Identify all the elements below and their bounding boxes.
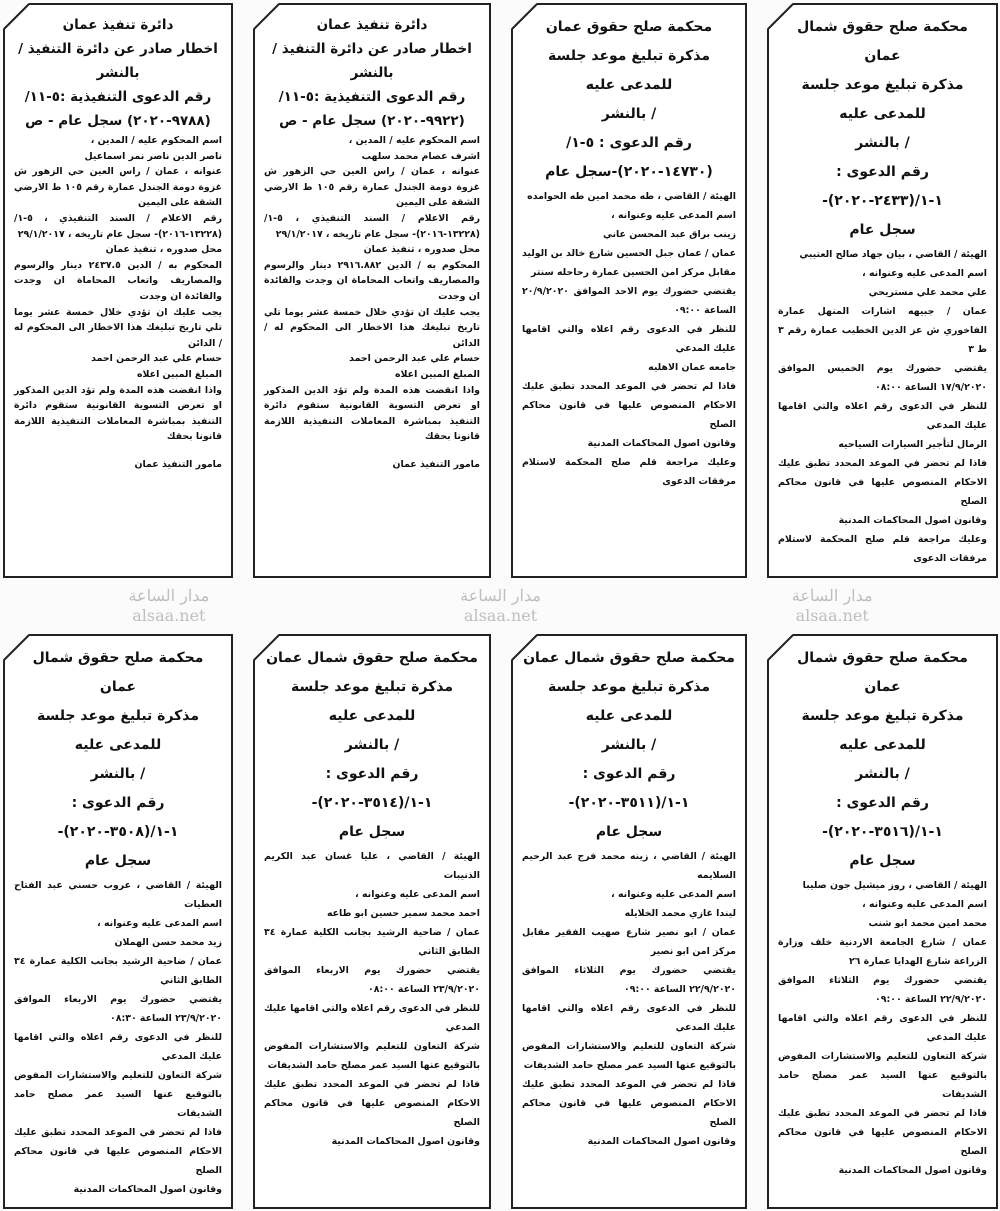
- notice-body-line: حسام علي عبد الرحمن احمد: [91, 353, 222, 365]
- notice-body-line: وعليك مراجعة قلم صلح المحكمة لاستلام مرفقات الدعوى: [778, 534, 987, 564]
- notice-body-line: المحكوم به / الدين ٢٩١٦.٨٨٢ دينار والرسوم والمصاريف واتعاب المحاماة ان وجدت والفائدة ان وجدت: [264, 259, 480, 302]
- notice-body-line: وعليك مراجعة قلم صلح المحكمة لاستلام مرفقات الدعوى: [522, 457, 736, 487]
- notice-body-line: يقتضي حضورك يوم الاربعاء الموافق ٢٣/٩/٢٠٢٠ الساعة ٠٨:٠٠: [264, 965, 480, 995]
- notice-body-line: جامعه عمان الاهليه: [648, 362, 736, 373]
- notice-signature: مامور التنفيذ عمان: [392, 458, 480, 470]
- notice-heading: / بالنشر: [855, 135, 910, 151]
- notice-body-line: عمان / جبيهه اشارات المنهل عمارة الفاخوري ش عز الدين الخطيب عمارة رقم ٣ ط ٣: [778, 306, 987, 355]
- notice-body-line: يقتضي حضورك يوم الثلاثاء الموافق ٢٢/٩/٢٠٢٠ الساعة ٠٩:٠٠: [778, 975, 987, 1005]
- notice-heading: / بالنشر: [90, 766, 146, 782]
- notice-body-line: يجب عليك ان تؤدي خلال خمسة عشر يوما تلي تاريخ تبليغك هذا الاخطار الى المحكوم له / الدائن: [264, 306, 480, 349]
- watermark-latin: alsaa.net: [132, 606, 206, 625]
- notice-body-line: فاذا لم تحضر في الموعد المحدد تطبق عليك الاحكام المنصوص عليها في قانون محاكم الصلح: [522, 381, 736, 430]
- notice-body-line: وقانون اصول المحاكمات المدنية: [838, 515, 987, 526]
- notice-body-line: واذا انقضت هذه المدة ولم تؤد الدين المذكور او تعرض التسوية القانونية ستقوم دائرة التنفيذ بمباشرة المعاملات التنفيذية اللازمة قانونا بحقك: [264, 384, 480, 443]
- notice-heading: / بالنشر: [601, 106, 657, 122]
- notice-heading: محكمة صلح حقوق شمال عمان: [32, 650, 204, 695]
- notice-body-line: المحكوم به / الدين ٢٤٣٧.٥ دينار والرسوم والمصاريف واتعاب المحاماة ان وجدت والفائدة ان وجدت: [14, 259, 222, 302]
- notice-heading: (٩٧٨٨-٢٠٢٠) سجل عام - ص: [25, 113, 211, 129]
- notice-heading: اخطار صادر عن دائرة التنفيذ / بالنشر: [18, 41, 218, 81]
- court-notice: [511, 634, 747, 1209]
- folded-corner-icon: [511, 634, 541, 664]
- notice-heading: محكمة صلح حقوق شمال عمان: [797, 650, 968, 695]
- notice-body-line: احمد محمد سمير حسين ابو طاعه: [326, 908, 480, 919]
- watermark-strip: [3, 578, 998, 634]
- notice-heading: رقم الدعوى : ١-١/(٣٥١١-٢٠٢٠)-: [568, 766, 690, 811]
- notice-body-line: فاذا لم تحضر في الموعد المحدد تطبق عليك الاحكام المنصوص عليها في قانون محاكم الصلح: [522, 1079, 736, 1128]
- court-notice: [767, 634, 998, 1209]
- notice-body-line: اسم المدعى عليه وعنوانه ،: [355, 889, 480, 900]
- notice-body-line: للنظر في الدعوى رقم اعلاه والتي اقامها عليك المدعي: [522, 324, 736, 354]
- notice-body-line: الهيئة / القاضي ، بيان جهاد صالح العتيبي: [799, 249, 987, 260]
- notice-heading: رقم الدعوى التنفيذية :٥-١١/: [24, 89, 212, 105]
- notice-body-line: الهيئة / القاضي ، عليا غسان عبد الكريم الذنيبات: [264, 851, 480, 881]
- notice-heading: محكمة صلح حقوق شمال عمان: [266, 650, 478, 666]
- notice-heading: رقم الدعوى : ١-١/(٣٥١٦-٢٠٢٠)-: [822, 795, 943, 840]
- notice-heading: / بالنشر: [855, 766, 910, 782]
- notice-heading: مذكرة تبليغ موعد جلسة للمدعى عليه: [801, 77, 964, 122]
- notice-body-line: عمان / ضاحية الرشيد بجانب الكلية عمارة ٣٤ الطابق الثاني: [264, 927, 480, 957]
- notice-body-line: شركة التعاون للتعليم والاستشارات المفوض بالتوقيع عنها السيد عمر مصلح حامد الشديفات: [264, 1041, 480, 1071]
- folded-corner-icon: [3, 634, 33, 664]
- notice-body-line: الهيئة / القاضي ، زينه محمد فرج عبد الرحيم السلايمه: [522, 851, 736, 881]
- notice-body-line: المبلغ المبين اعلاه: [395, 368, 480, 380]
- notice-body-line: عمان / ضاحية الرشيد بجانب الكلية عمارة ٣٤ الطابق الثاني: [14, 956, 222, 986]
- folded-corner-icon: [253, 634, 283, 664]
- watermark-latin: alsaa.net: [463, 606, 538, 625]
- notice-body-line: عمان / عمان جبل الحسين شارع خالد بن الوليد مقابل مركز امن الحسين عمارة رحاحله سنتر: [522, 248, 736, 278]
- watermark-arabic: مدار الساعة: [128, 586, 210, 605]
- notice-body-line: اسم المدعى عليه وعنوانه ،: [862, 899, 987, 910]
- notice-heading: سجل عام: [849, 222, 916, 238]
- notice-heading: رقم الدعوى : ١-١/(٢٤٣٣-٢٠٢٠)-: [822, 164, 943, 209]
- watermark-arabic: مدار الساعة: [460, 586, 541, 605]
- notice-heading: / بالنشر: [344, 737, 400, 753]
- notice-body-line: محل صدوره ، تنفيذ عمان: [105, 244, 222, 256]
- notice-body-line: يقتضي حضورك يوم الخميس الموافق ١٧/٩/٢٠٢٠ الساعة ٠٨:٠٠: [778, 363, 987, 393]
- notice-heading: سجل عام: [595, 824, 663, 840]
- notice-body-line: وقانون اصول المحاكمات المدنية: [838, 1165, 987, 1176]
- notice-body-line: يقتضي حضورك يوم الاحد الموافق ٢٠/٩/٢٠٢٠ الساعة ٠٩:٠٠: [522, 286, 736, 316]
- watermark-arabic: مدار الساعة: [791, 586, 873, 605]
- notice-body-line: للنظر في الدعوى رقم اعلاه والتي اقامها عليك المدعي: [264, 1003, 480, 1033]
- notice-body-line: يجب عليك ان تؤدي خلال خمسة عشر يوما تلي تاريخ تبليغك هذا الاخطار الى المحكوم له / الدائن: [14, 306, 222, 349]
- notice-body-line: اسم المدعى عليه وعنوانه ،: [862, 268, 987, 279]
- notice-body-line: محل صدوره ، تنفيذ عمان: [363, 244, 480, 256]
- notice-body-line: علي محمد علي مستريحي: [868, 287, 987, 298]
- notice-body-line: وقانون اصول المحاكمات المدنية: [73, 1184, 222, 1195]
- notice-body-line: زينب براق عبد المحسن عاني: [603, 229, 736, 240]
- watermark: [792, 586, 873, 626]
- notice-heading: رقم الدعوى التنفيذية :٥-١١/: [278, 89, 466, 105]
- notice-heading: (٩٩٢٢-٢٠٢٠) سجل عام - ص: [279, 113, 465, 129]
- notice-body-line: الهيئة / القاضي ، طه محمد امين طه الحوامده: [527, 191, 736, 202]
- notice-heading: اخطار صادر عن دائرة التنفيذ / بالنشر: [272, 41, 472, 81]
- notice-body-line: واذا انقضت هذه المدة ولم تؤد الدين المذكور او تعرض التسوية القانونية ستقوم دائرة التنفيذ بمباشرة المعاملات التنفيذية اللازمة قانونا بحقك: [14, 384, 222, 443]
- notice-heading: سجل عام: [849, 853, 916, 869]
- notice-heading: رقم الدعوى : ١-١/(٣٥٠٨-٢٠٢٠)-: [57, 795, 179, 840]
- notice-heading: سجل عام: [84, 853, 152, 869]
- notice-heading: مذكرة تبليغ موعد جلسة للمدعى عليه: [801, 708, 964, 753]
- notice-body-line: يقتضي حضورك يوم الاربعاء الموافق ٢٣/٩/٢٠٢٠ الساعة ٠٨:٣٠: [14, 994, 222, 1024]
- enforcement-notice: [253, 3, 491, 578]
- notice-heading: / بالنشر: [601, 737, 657, 753]
- notice-body-line: للنظر في الدعوى رقم اعلاه والتي اقامها عليك المدعي: [14, 1032, 222, 1062]
- notice-body-line: شركة التعاون للتعليم والاستشارات المفوض بالتوقيع عنها السيد عمر مصلح حامد الشديفات: [778, 1051, 987, 1100]
- notice-heading: مذكرة تبليغ موعد جلسة للمدعى عليه: [290, 679, 454, 724]
- notice-body-line: يقتضي حضورك يوم الثلاثاء الموافق ٢٢/٩/٢٠٢٠ الساعة ٠٩:٠٠: [522, 965, 736, 995]
- notice-body-line: الرمال لتأجير السيارات السياحيه: [838, 439, 987, 450]
- notice-body-line: فاذا لم تحضر في الموعد المحدد تطبق عليك الاحكام المنصوص عليها في قانون محاكم الصلح: [778, 458, 987, 507]
- notice-heading: محكمة صلح حقوق شمال عمان: [797, 19, 968, 64]
- notice-heading: دائرة تنفيذ عمان: [316, 17, 428, 33]
- enforcement-notice: [3, 3, 233, 578]
- notice-heading: محكمة صلح حقوق شمال عمان: [523, 650, 735, 666]
- notice-body-line: اسم المحكوم عليه / المدين ،: [90, 135, 222, 146]
- folded-corner-icon: [511, 3, 541, 33]
- notice-heading: مذكرة تبليغ موعد جلسة للمدعى عليه: [36, 708, 200, 753]
- folded-corner-icon: [767, 634, 797, 664]
- notice-body-line: اسم المحكوم عليه / المدين ،: [348, 135, 480, 146]
- court-notice: [253, 634, 491, 1209]
- notice-heading: (١٤٧٣٠-٢٠٢٠)-سجل عام: [545, 164, 713, 180]
- notice-body-line: عمان / ابو نصير شارع صهيب الفقير مقابل مركز امن ابو نصير: [522, 927, 736, 957]
- notice-body-line: عنوانه ، عمان / راس العين حي الزهور ش غزوة دومة الجندل عمارة رقم ١٠٥ ط الارضي الشقة على اليمين: [264, 166, 480, 209]
- notice-body-line: فاذا لم تحضر في الموعد المحدد تطبق عليك الاحكام المنصوص عليها في قانون محاكم الصلح: [778, 1108, 987, 1157]
- court-notice: [767, 3, 998, 578]
- notice-body-line: للنظر في الدعوى رقم اعلاه والتي اقامها عليك المدعي: [522, 1003, 736, 1033]
- notice-body-line: المبلغ المبين اعلاه: [137, 368, 222, 380]
- notice-body-line: للنظر في الدعوى رقم اعلاه والتي اقامها عليك المدعي: [778, 1013, 987, 1043]
- notice-body-line: اسم المدعى عليه وعنوانه ،: [611, 889, 736, 900]
- notice-body-line: اسم المدعى عليه وعنوانه ،: [97, 918, 222, 929]
- notice-body-line: عنوانه ، عمان / راس العين حي الزهور ش غزوة دومة الجندل عمارة رقم ١٠٥ ط الارضي الشقة على اليمين: [14, 166, 222, 209]
- notice-body-line: الهيئة / القاضي ، روز ميشيل جون صليبا: [802, 880, 987, 891]
- notice-body-line: شركة التعاون للتعليم والاستشارات المفوض بالتوقيع عنها السيد عمر مصلح حامد الشديفات: [14, 1070, 222, 1119]
- notice-signature: مامور التنفيذ عمان: [134, 458, 222, 470]
- notice-heading: رقم الدعوى : ١-١/(٣٥١٤-٢٠٢٠)-: [311, 766, 433, 811]
- notice-body-line: ناصر الدين ناصر نمر اسماعيل: [84, 150, 222, 162]
- notice-body-line: اسم المدعى عليه وعنوانه ،: [611, 210, 736, 221]
- notice-body-line: رقم الاعلام / السند التنفيذي ، ٥-١/ (١٣٢٢٨-٢٠١٦)- سجل عام تاريخه ، ٢٩/١/٢٠١٧: [14, 212, 222, 240]
- notice-body-line: فاذا لم تحضر في الموعد المحدد تطبق عليك الاحكام المنصوص عليها في قانون محاكم الصلح: [14, 1127, 222, 1176]
- notice-body-line: رقم الاعلام / السند التنفيذي ، ٥-١/ (١٣٢٢٨-٢٠١٦)- سجل عام تاريخه ، ٢٩/١/٢٠١٧: [264, 212, 480, 240]
- notice-body-line: حسام علي عبد الرحمن احمد: [349, 353, 480, 365]
- notice-body-line: محمد امين محمد ابو شنب: [868, 918, 987, 929]
- notice-body-line: وقانون اصول المحاكمات المدنية: [587, 1136, 736, 1147]
- notice-heading: محكمة صلح حقوق عمان: [545, 19, 713, 35]
- notice-heading: مذكرة تبليغ موعد جلسة للمدعى عليه: [547, 679, 711, 724]
- watermark: [128, 586, 209, 626]
- notice-heading: دائرة تنفيذ عمان: [62, 17, 174, 33]
- notice-body-line: وقانون اصول المحاكمات المدنية: [587, 438, 736, 449]
- notice-body-line: الهيئة / القاضي ، عروب حسني عبد الفتاح العطيات: [14, 880, 222, 910]
- notice-body-line: فاذا لم تحضر في الموعد المحدد تطبق عليك الاحكام المنصوص عليها في قانون محاكم الصلح: [264, 1079, 480, 1128]
- notice-heading: رقم الدعوى : ٥-١/: [566, 135, 692, 151]
- court-notice: [3, 634, 233, 1209]
- folded-corner-icon: [253, 3, 283, 33]
- court-notice: [511, 3, 747, 578]
- watermark: [460, 586, 541, 626]
- notice-body-line: ليندا غازي محمد الخلايله: [624, 908, 736, 919]
- notice-body-line: عمان / شارع الجامعة الاردنية خلف وزارة الزراعة شارع الهدايا عمارة ٢٦: [778, 937, 987, 967]
- notice-body-line: للنظر في الدعوى رقم اعلاه والتي اقامها عليك المدعي: [778, 401, 987, 431]
- notice-heading: سجل عام: [338, 824, 406, 840]
- notice-body-line: وقانون اصول المحاكمات المدنية: [331, 1136, 480, 1147]
- notice-body-line: اشرف عصام محمد سلهب: [361, 150, 480, 162]
- watermark-latin: alsaa.net: [795, 606, 869, 625]
- notice-body-line: زيد محمد حسن الهملان: [114, 937, 222, 948]
- notice-heading: مذكرة تبليغ موعد جلسة للمدعى عليه: [547, 48, 711, 93]
- folded-corner-icon: [3, 3, 33, 33]
- notice-body-line: شركة التعاون للتعليم والاستشارات المفوض بالتوقيع عنها السيد عمر مصلح حامد الشديفات: [522, 1041, 736, 1071]
- folded-corner-icon: [767, 3, 797, 33]
